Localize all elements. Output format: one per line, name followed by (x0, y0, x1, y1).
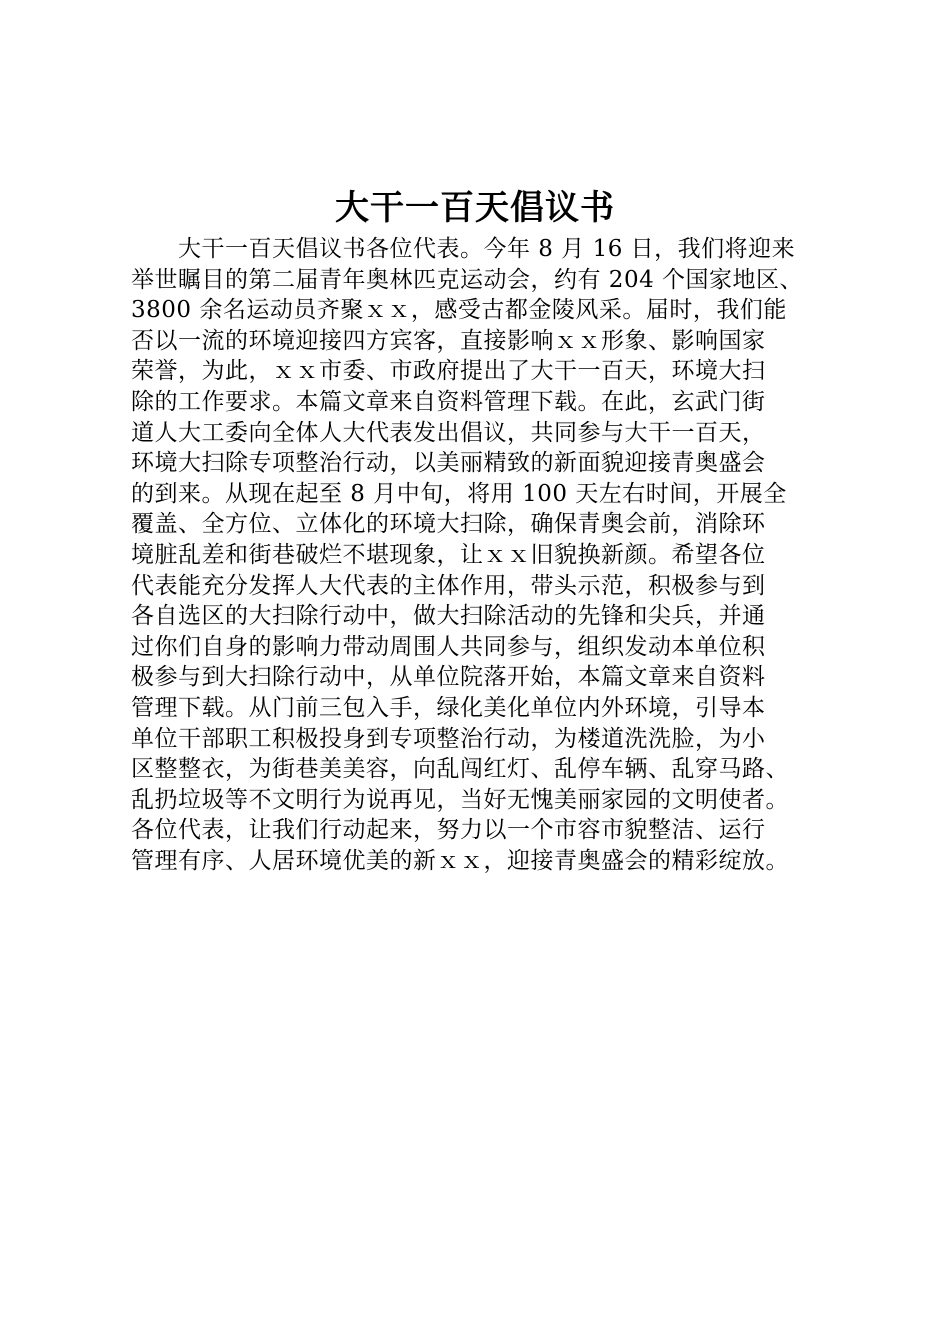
body-line: 各位代表，让我们行动起来，努力以一个市容市貌整洁、运行 (131, 817, 766, 844)
body-line: 覆盖、全方位、立体化的环境大扫除，确保青奥会前，消除环 (131, 511, 766, 538)
body-line: 乱扔垃圾等不文明行为说再见，当好无愧美丽家园的文明使者。 (131, 786, 789, 813)
body-line: 举世瞩目的第二届青年奥林匹克运动会，约有 204 个国家地区、 (131, 266, 804, 293)
body-line: 境脏乱差和街巷破烂不堪现象，让ｘｘ旧貌换新颜。希望各位 (131, 541, 766, 568)
body-line: 单位干部职工积极投身到专项整治行动，为楼道洗洗脸，为小 (131, 725, 766, 752)
body-line: 除的工作要求。本篇文章来自资料管理下载。在此，玄武门街 (131, 388, 766, 415)
body-line: 各自选区的大扫除行动中，做大扫除活动的先锋和尖兵，并通 (131, 603, 766, 630)
body-line: 3800 余名运动员齐聚ｘｘ，感受古都金陵风采。届时，我们能 (131, 297, 787, 324)
body-line: 否以一流的环境迎接四方宾客，直接影响ｘｘ形象、影响国家 (131, 327, 766, 354)
document-body (131, 234, 871, 876)
body-line: 管理下载。从门前三包入手，绿化美化单位内外环境，引导本 (131, 694, 766, 721)
body-line: 区整整衣，为街巷美美容，向乱闯红灯、乱停车辆、乱穿马路、 (131, 756, 789, 783)
body-line: 荣誉，为此，ｘｘ市委、市政府提出了大干一百天，环境大扫 (131, 358, 766, 385)
body-line: 管理有序、人居环境优美的新ｘｘ，迎接青奥盛会的精彩绽放。 (131, 847, 789, 874)
body-line: 极参与到大扫除行动中，从单位院落开始，本篇文章来自资料 (131, 664, 766, 691)
body-line: 环境大扫除专项整治行动，以美丽精致的新面貌迎接青奥盛会 (131, 450, 766, 477)
body-line: 代表能充分发挥人大代表的主体作用，带头示范，积极参与到 (131, 572, 766, 599)
body-line: 大干一百天倡议书各位代表。今年 8 月 16 日，我们将迎来 (131, 236, 796, 262)
document-title: 大干一百天倡议书 (335, 188, 615, 228)
body-line: 道人大工委向全体人大代表发出倡议，共同参与大干一百天， (131, 419, 766, 446)
body-line: 过你们自身的影响力带动周围人共同参与，组织发动本单位积 (131, 633, 766, 660)
body-line: 的到来。从现在起至 8 月中旬，将用 100 天左右时间，开展全 (131, 480, 787, 507)
